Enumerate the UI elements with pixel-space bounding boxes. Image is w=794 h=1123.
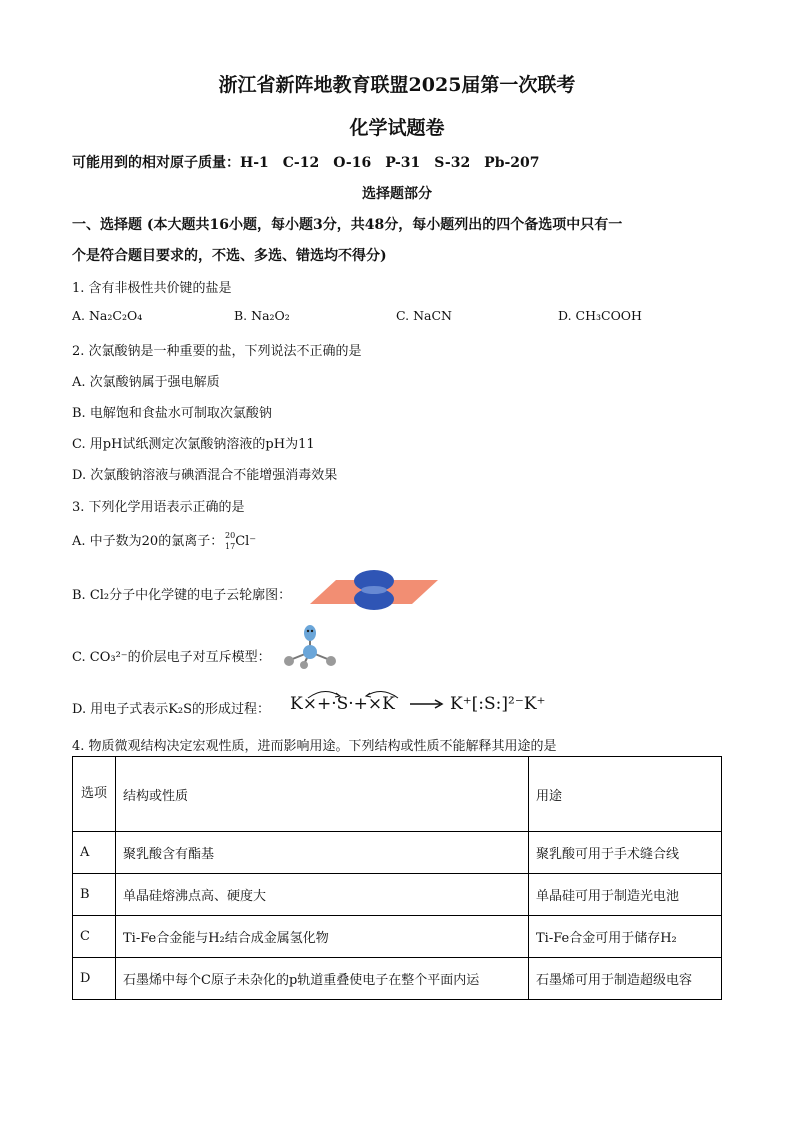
instructions-line1: 一、选择题 (本大题共16小题，每小题3分，共48分，每小题列出的四个备选项中只有一: [72, 217, 623, 233]
vsepr-model-diagram: [278, 624, 342, 670]
electron-dot: [307, 630, 309, 632]
q1-option-b: B. Na₂O₂: [234, 308, 290, 323]
q4-table: [72, 756, 722, 1000]
row-c-usage: Ti-Fe合金可用于储存H₂: [529, 916, 722, 958]
exam-subtitle: 化学试题卷: [349, 117, 445, 139]
q2-stem: 2. 次氯酸钠是一种重要的盐，下列说法不正确的是: [72, 344, 362, 359]
q1-option-d: D. CH₃COOH: [558, 308, 642, 323]
row-b-option: B: [73, 874, 116, 916]
reaction-arrow-icon: [410, 698, 444, 710]
row-b-usage: 单晶硅可用于制造光电池: [529, 874, 722, 916]
row-a-option: A: [73, 832, 116, 874]
row-d-structure: 石墨烯中每个C原子未杂化的p轨道重叠使电子在整个平面内运: [116, 958, 529, 1000]
chloride-symbol: Cl⁻: [235, 534, 257, 549]
row-d-option: D: [73, 958, 116, 1000]
electron-formula-reactants: K×+·S·+×K: [290, 694, 395, 714]
atomic-mass-line: 可能用到的相对原子质量：H-1 C-12 O-16 P-31 S-32 Pb-207: [72, 155, 540, 171]
atomic-number: 17: [225, 542, 236, 551]
ligand-atom: [300, 661, 308, 669]
q1-stem: 1. 含有非极性共价键的盐是: [72, 281, 232, 296]
electron-transfer-arrows: [300, 686, 410, 700]
table-row: [73, 832, 722, 874]
q2-option-a: A. 次氯酸钠属于强电解质: [72, 375, 220, 390]
exam-title: 浙江省新阵地教育联盟2025届第一次联考: [218, 74, 576, 96]
q1-option-a: A. Na₂C₂O₄: [72, 308, 143, 323]
q3-option-a-text: A. 中子数为20的氯离子：: [72, 534, 224, 549]
table-header-row: [73, 757, 722, 832]
q3-option-b-text: B. Cl₂分子中化学键的电子云轮廓图：: [72, 588, 292, 603]
q3-option-a: [72, 530, 256, 551]
q2-option-c: C. 用pH试纸测定次氯酸钠溶液的pH为11: [72, 437, 315, 452]
q2-option-d: D. 次氯酸钠溶液与碘酒混合不能增强消毒效果: [72, 468, 338, 483]
mass-number: 20: [225, 531, 236, 540]
q2-option-b: B. 电解饱和食盐水可制取次氯酸钠: [72, 406, 272, 421]
electron-dot: [311, 630, 313, 632]
table-row: [73, 874, 722, 916]
header-option: 选项: [73, 757, 116, 832]
row-c-option: C: [73, 916, 116, 958]
ligand-atom: [326, 656, 336, 666]
row-a-usage: 聚乳酸可用于手术缝合线: [529, 832, 722, 874]
q3-option-c-text: C. CO₃²⁻的价层电子对互斥模型：: [72, 650, 271, 665]
q4-stem: 4. 物质微观结构决定宏观性质，进而影响用途。下列结构或性质不能解释其用途的是: [72, 739, 557, 754]
lone-pair-lobe: [304, 625, 316, 641]
row-b-structure: 单晶硅熔沸点高、硬度大: [116, 874, 529, 916]
electron-formula-product: K⁺[:S:]²⁻K⁺: [450, 694, 546, 714]
central-atom: [303, 645, 317, 659]
sigma-bond-orbital-diagram: [310, 568, 440, 612]
header-usage: 用途: [529, 757, 722, 832]
section-heading: 选择题部分: [362, 186, 432, 202]
q1-option-c: C. NaCN: [396, 308, 452, 323]
ligand-atom: [284, 656, 294, 666]
q3-stem: 3. 下列化学用语表示正确的是: [72, 500, 245, 515]
row-c-structure: Ti-Fe合金能与H₂结合成金属氢化物: [116, 916, 529, 958]
header-structure: 结构或性质: [116, 757, 529, 832]
q3-option-d-text: D. 用电子式表示K₂S的形成过程：: [72, 702, 271, 717]
row-a-structure: 聚乳酸含有酯基: [116, 832, 529, 874]
table-row: [73, 916, 722, 958]
row-d-usage: 石墨烯可用于制造超级电容: [529, 958, 722, 1000]
orbital-highlight: [361, 586, 387, 594]
table-row: [73, 958, 722, 1000]
isotope-notation: [223, 531, 235, 551]
instructions-line2: 个是符合题目要求的，不选、多选、错选均不得分): [72, 248, 387, 264]
